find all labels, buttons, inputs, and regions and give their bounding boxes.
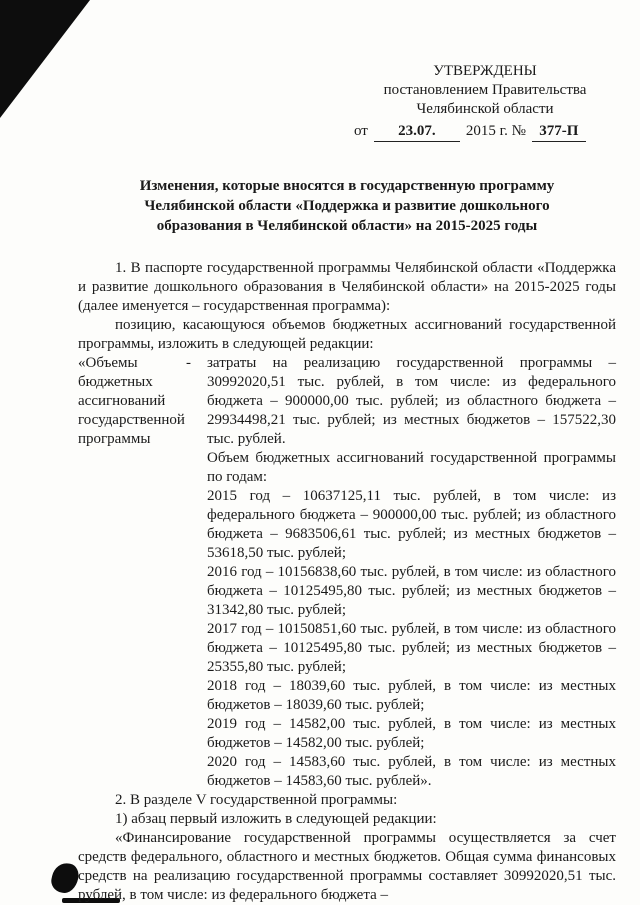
- approval-date-line: [354, 122, 616, 142]
- budget-year-2020: 2020 год – 14583,60 тыс. рублей, в том числе: из местных бюджетов – 14583,60 тыс. рублей».: [207, 754, 616, 789]
- budget-total-paragraph: затраты на реализацию государственной программы – 30992020,51 тыс. рублей, в том числе: из федерального бюджета – 900000,00 тыс. рублей; из областного бюджета – 29934498,21 тыс. рублей; из местных бюджетов – 157522,30 тыс. рублей.: [207, 355, 616, 447]
- approval-document-number: 377-П: [532, 122, 586, 142]
- document-body: [78, 259, 616, 905]
- scan-artifact-top-left-corner: [0, 0, 90, 118]
- budget-year-2018: 2018 год – 18039,60 тыс. рублей, в том числе: из местных бюджетов – 18039,60 тыс. рублей;: [207, 678, 616, 713]
- approval-by-line1: постановлением Правительства: [383, 82, 587, 98]
- approval-from-label: от: [354, 123, 368, 139]
- paragraph-section-v: 2. В разделе V государственной программы:: [115, 792, 398, 808]
- document-content: [78, 0, 616, 905]
- approval-year-label: 2015 г. №: [465, 123, 526, 139]
- approval-block: [354, 62, 616, 142]
- budget-left-column-label: «Объемы бюджетных ассигнований государственной программы: [78, 355, 185, 447]
- budget-year-2016: 2016 год – 10156838,60 тыс. рублей, в том числе: из областного бюджета – 10125495,80 тыс. рублей; из местных бюджетов – 31342,80 тыс. рублей;: [207, 564, 616, 618]
- budget-year-2015: 2015 год – 10637125,11 тыс. рублей, в том числе: из федерального бюджета – 900000,00 тыс. рублей; из областного бюджета – 9683506,61 тыс. рублей; из местных бюджетов – 53618,50 тыс. рублей;: [207, 488, 616, 561]
- budget-year-2019: 2019 год – 14582,00 тыс. рублей, в том числе: из местных бюджетов – 14582,00 тыс. рублей;: [207, 716, 616, 751]
- budget-dash-separator: -: [186, 355, 191, 371]
- budget-year-2017: 2017 год – 10150851,60 тыс. рублей, в том числе: из областного бюджета – 10125495,80 тыс. рублей; из местных бюджетов – 25355,80 тыс. рублей;: [207, 621, 616, 675]
- budget-by-years-heading: Объем бюджетных ассигнований государственной программы по годам:: [207, 450, 616, 485]
- paragraph-financing: «Финансирование государственной программы осуществляется за счет средств федерального, областного и местных бюджетов. Общая сумма финансовых средств на реализацию государственной программы составляет 30992020,51 тыс. рублей, в том числе: из федерального бюджета –: [78, 830, 616, 903]
- document-title: Изменения, которые вносятся в государственную программу Челябинской области «Поддержка и развитие дошкольного образования в Челябинской области» на 2015-2025 годы: [139, 178, 555, 234]
- budget-position-block: [78, 354, 616, 791]
- budget-right-column: [207, 354, 616, 791]
- approval-by-line2: Челябинской области: [416, 101, 554, 117]
- approval-date-value: 23.07.: [374, 122, 460, 142]
- paragraph-passport-intro: 1. В паспорте государственной программы Челябинской области «Поддержка и развитие дошкольного образования в Челябинской области» на 2015-2025 годы (далее именуется – государственная программа):: [78, 260, 616, 314]
- scan-artifact-bottom-left-blob: [49, 861, 81, 896]
- approval-approved-label: УТВЕРЖДЕНЫ: [433, 63, 537, 79]
- paragraph-position-intro: позицию, касающуюся объемов бюджетных ассигнований государственной программы, изложить в следующей редакции:: [78, 317, 616, 352]
- paragraph-first-abzats: 1) абзац первый изложить в следующей редакции:: [115, 811, 437, 827]
